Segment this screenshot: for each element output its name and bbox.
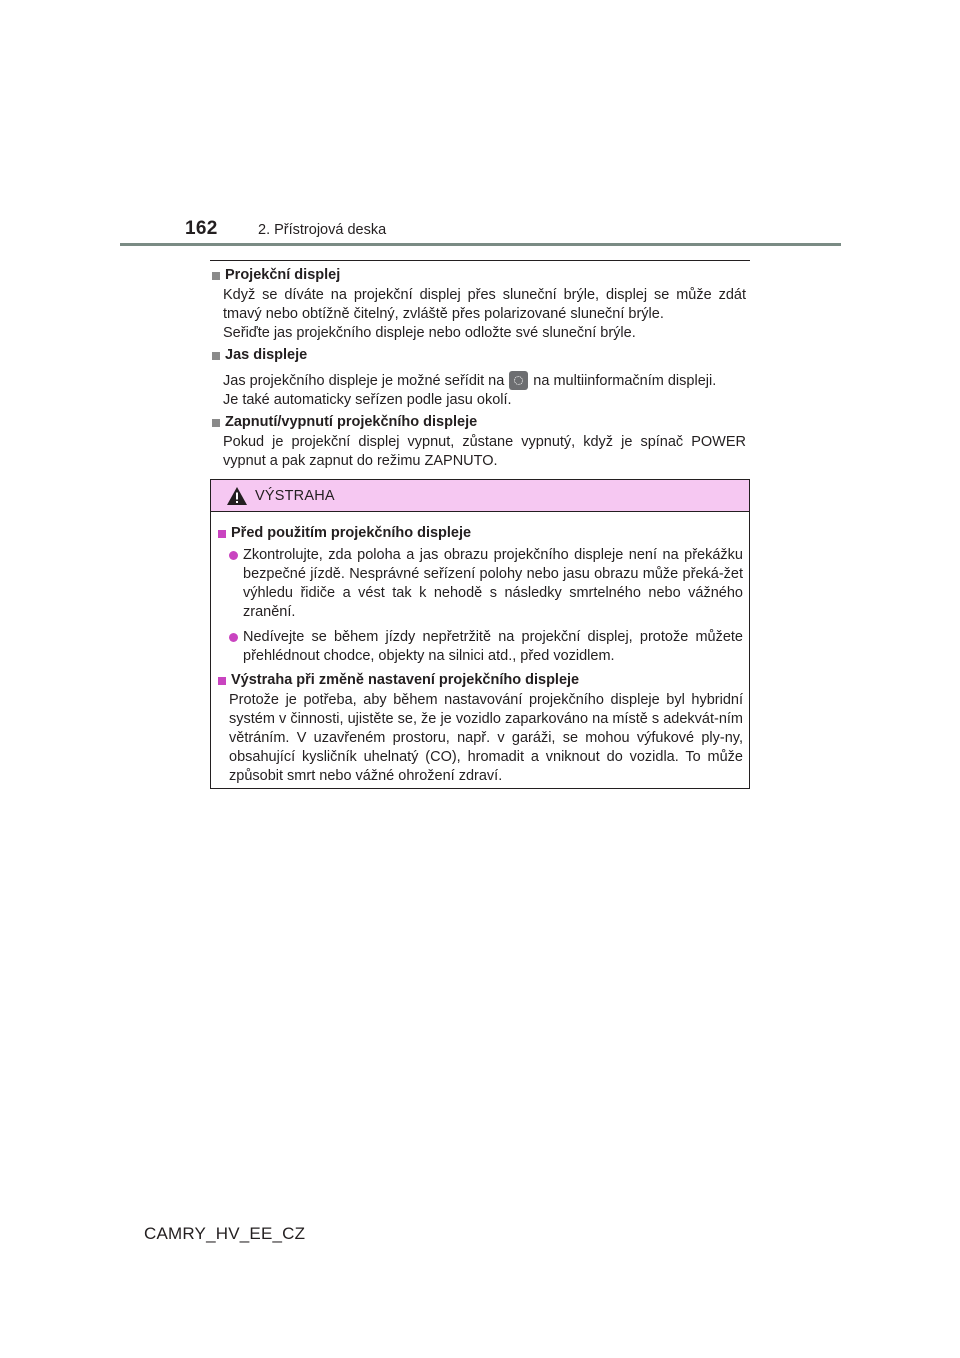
warning-section-settings-change <box>216 671 743 786</box>
content-rule <box>210 260 750 261</box>
paragraph: Když se díváte na projekční displej přes sluneční brýle, displej se může zdát tmavý nebo obtížně čitelný, zvláště přes polarizované sluneční brýle. <box>223 287 746 322</box>
square-bullet-icon <box>212 419 220 427</box>
main-content <box>210 266 746 474</box>
warning-section-before-use <box>216 524 743 666</box>
brightness-settings-icon <box>509 371 528 390</box>
paragraph: Pokud je projekční displej vypnut, zůstane vypnutý, když je spínač POWER vypnut a pak zapnut do režimu ZAPNUTO. <box>223 434 746 469</box>
section-heading <box>216 671 743 690</box>
section-text <box>223 286 746 343</box>
section-text <box>223 433 746 471</box>
page-number: 162 <box>185 218 218 239</box>
section-display-brightness <box>210 346 746 410</box>
paragraph: Je také automaticky seřízen podle jasu okolí. <box>223 392 512 408</box>
section-heading <box>210 346 746 365</box>
section-title: Výstraha při změně nastavení projekčního displeje <box>231 672 580 688</box>
document-id: CAMRY_HV_EE_CZ <box>144 1224 306 1243</box>
square-bullet-icon <box>218 530 226 538</box>
bullet-text: Nedívejte se během jízdy nepřetržitě na projekční displej, protože můžete přehlédnout chodce, objekty na silnici atd., před vozidlem. <box>243 629 743 664</box>
section-title: Projekční displej <box>225 267 341 283</box>
list-item <box>226 628 743 666</box>
section-heading <box>216 524 743 543</box>
chapter-title: 2. Přístrojová deska <box>258 222 387 238</box>
square-bullet-icon <box>212 272 220 280</box>
bullet-text: Zkontrolujte, zda poloha a jas obrazu projekčního displeje není na překážku bezpečné jízdě. Nesprávné seřízení polohy nebo jasu obrazu může překá-žet výhledu řidiče a vést tak k nehodě s následky smrtelného nebo vážného zranění. <box>243 547 743 620</box>
section-heading <box>210 266 746 285</box>
square-bullet-icon <box>218 677 226 685</box>
section-text <box>223 371 746 410</box>
paragraph: Protože je potřeba, aby během nastavování projekčního displeje byl hybridní systém v činnosti, ujistěte se, že je vozidlo zaparkováno na místě s adekvát-ním větráním. V uzavřeném prostoru, např. v garáži, se mohou výfukové ply-ny, obsahující kysličník uhelnatý (CO), hromadit a vniknout do vozidla. To může způsobit smrt nebo vážné ohrožení zdraví. <box>229 692 743 784</box>
circle-bullet-icon <box>229 633 238 642</box>
section-title: Zapnutí/vypnutí projekčního displeje <box>225 414 478 430</box>
section-projection-display <box>210 266 746 343</box>
warning-box <box>210 479 750 789</box>
warning-triangle-icon <box>226 486 248 506</box>
section-heading <box>210 413 746 432</box>
warning-label: VÝSTRAHA <box>255 487 335 504</box>
header-rule <box>120 243 841 246</box>
circle-bullet-icon <box>229 551 238 560</box>
section-title: Jas displeje <box>225 347 308 363</box>
square-bullet-icon <box>212 352 220 360</box>
paragraph <box>223 371 746 391</box>
section-display-on-off <box>210 413 746 471</box>
list-item <box>226 546 743 622</box>
section-title: Před použitím projekčního displeje <box>231 525 472 541</box>
warning-body <box>211 512 749 786</box>
warning-header <box>211 480 749 512</box>
paragraph: Seřiďte jas projekčního displeje nebo odložte své sluneční brýle. <box>223 325 636 341</box>
text-after-icon: na multiinformačním displeji. <box>533 373 717 389</box>
section-text <box>229 691 743 786</box>
text-before-icon: Jas projekčního displeje je možné seřídit na <box>223 373 505 389</box>
